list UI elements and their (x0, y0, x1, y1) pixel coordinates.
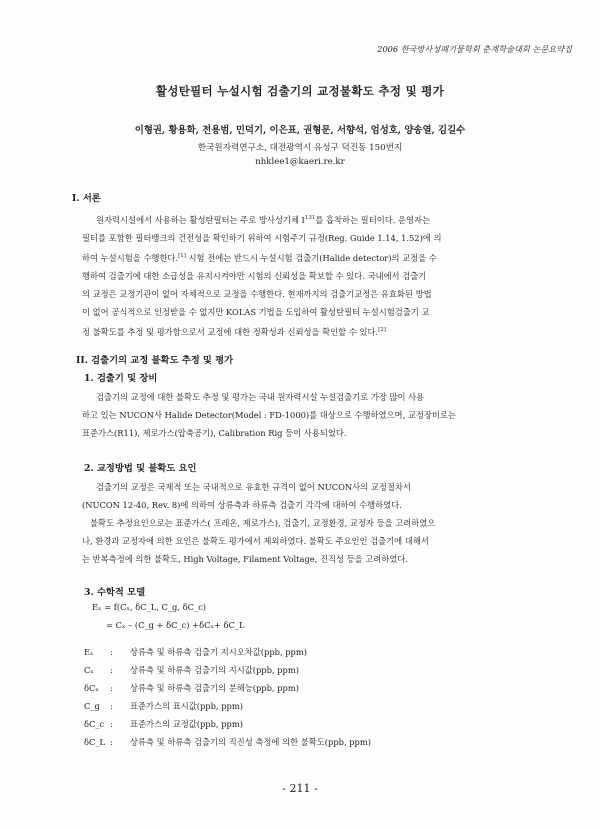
header-note: 2006 한국방사성폐기물학회 춘계학술대회 논문요약집 (377, 44, 572, 54)
subsection-heading-equipment: 1. 검출기 및 장비 (84, 373, 158, 384)
author-list: 이형권, 황용화, 전용범, 민덕기, 이은표, 권형문, 서향석, 엄성호, 양송열, 김길수 (134, 125, 466, 136)
variable-description: 상류측 및 하류측 검출기의 지시값(ppb, ppm) (130, 665, 299, 675)
variable-description: 상류측 및 하류측 검출기 지시오차값(ppb, ppm) (130, 647, 307, 657)
email: nhklee1@kaeri.re.kr (255, 157, 345, 167)
variable-symbol: Eₓ (84, 647, 94, 657)
variable-description: 표준가스의 표시값(ppb, ppm) (130, 701, 243, 711)
page-number: - 211 - (282, 782, 318, 795)
method-line-5: 는 반복측정에 의한 불확도, High Voltage, Filament Voltage, 진직성 등을 고려하였다. (82, 554, 409, 564)
intro-line-4: 행하여 검출기에 대한 소급성을 유지시켜야만 시험의 신뢰성을 확보할 수 있다. 국내에서 검출기 (82, 270, 427, 281)
variable-row: δC_L : 상류측 및 하류측 검출기의 직진성 측정에 의한 불확도(ppb, ppm) (84, 737, 371, 747)
model-equation-2: = Cₓ – (C_g + δC_c) +δCₓ+ δC_L (106, 620, 245, 630)
section-heading-uncertainty: II. 검출기의 교정 불확도 추정 및 평가 (76, 355, 234, 366)
variable-symbol: C_g (84, 701, 100, 711)
model-equation-1: Eₓ = f(Cₓ, δC_L, C_g, δC_c) (92, 602, 206, 612)
method-paragraph (82, 478, 542, 568)
reference-1: [1] (178, 252, 186, 259)
variable-description: 상류측 및 하류측 검출기의 직진성 측정에 의한 불확도(ppb, ppm) (130, 737, 371, 747)
variable-row: δC_c : 표준가스의 교정값(ppb, ppm) (84, 719, 243, 729)
reference-2: [2] (378, 326, 386, 333)
method-line-2: (NUCON 12-40, Rev. 8)에 의하여 상류측과 하류측 검출기 각각에 대하여 수행하였다. (82, 500, 402, 510)
intro-line-1: 원자력시설에서 사용하는 활성탄필터는 주로 방사성기체 $I^{131}$를 흡착하는 필터이다. 운영자는 (96, 214, 431, 225)
intro-line-7: 정 불확도를 추정 및 평가함으로서 교정에 대한 정확성과 신뢰성을 확인할 수 있다.[2] (82, 326, 386, 337)
equipment-line-2: 하고 있는 NUCON사 Halide Detector(Model : FD-1000)를 대상으로 수행하였으며, 교정장비로는 (82, 410, 456, 420)
intro-line-3: 하여 누설시험을 수행한다.[1] 시험 전에는 반드시 누설시험 검출기(Halide detector)의 교정을 수 (82, 252, 437, 263)
equipment-line-1: 검출기의 교정에 대한 불확도 추정 및 평가는 국내 원자력시설 누설검출기로 가장 많이 사용 (96, 392, 425, 402)
variable-description: 표준가스의 교정값(ppb, ppm) (130, 719, 243, 729)
intro-line-5: 의 교정은 교정기관이 없어 자체적으로 교정을 수행한다. 현재까지의 검출기교정은 유효화된 방법 (82, 288, 432, 299)
intro-line-2: 필터를 포함한 필터뱅크의 건전성을 확인하기 위하여 시험주기 규정(Reg. Guide 1.14, 1.52)에 의 (82, 232, 442, 243)
intro-paragraph (82, 209, 542, 340)
paper-title: 활성탄필터 누설시험 검출기의 교정불확도 추정 및 평가 (155, 84, 445, 98)
section-heading-intro: I. 서론 (72, 193, 101, 204)
method-line-1: 검출기의 교정은 국제적 또는 국내적으로 유효한 규격이 없어 NUCON사의 교정절차서 (96, 482, 411, 492)
variable-symbol: Cₓ (84, 665, 94, 675)
subsection-heading-model: 3. 수학적 모델 (84, 587, 146, 598)
variable-row: Eₓ : 상류측 및 하류측 검출기 지시오차값(ppb, ppm) (84, 647, 307, 657)
method-line-3: 불확도 추정요인으로는 표준가스( 프레온, 제로가스), 검출기, 교정환경, 교정자 등을 고려하였으 (90, 518, 436, 528)
variable-description: 상류측 및 하류측 검출기의 분해능(ppb, ppm) (130, 683, 299, 693)
variable-symbol: δC_c (84, 719, 105, 729)
variable-row: Cₓ : 상류측 및 하류측 검출기의 지시값(ppb, ppm) (84, 665, 299, 675)
variable-symbol: δCₓ (84, 683, 99, 693)
intro-line-6: 이 없어 공식적으로 인정받을 수 없지만 KOLAS 기법을 도입하여 활성탄필터 누설시험검출기 교 (82, 306, 430, 317)
method-line-4: 나, 환경과 교정자에 의한 요인은 불확도 평가에서 제외하였다. 불확도 주요인인 검출기에 대해서 (82, 536, 429, 546)
variable-row: C_g : 표준가스의 표시값(ppb, ppm) (84, 701, 243, 711)
equipment-paragraph (82, 388, 542, 442)
subsection-heading-method: 2. 교정방법 및 불확도 요인 (84, 463, 197, 474)
variable-row: δCₓ : 상류측 및 하류측 검출기의 분해능(ppb, ppm) (84, 683, 299, 693)
equipment-line-3: 표준가스(R11), 제로가스(압축공기), Calibration Rig 등이 사용되었다. (82, 428, 347, 438)
iodine-superscript: 131 (304, 215, 316, 221)
variable-symbol: δC_L (84, 737, 106, 747)
affiliation: 한국원자력연구소, 대전광역시 유성구 덕진동 150번지 (197, 143, 403, 153)
